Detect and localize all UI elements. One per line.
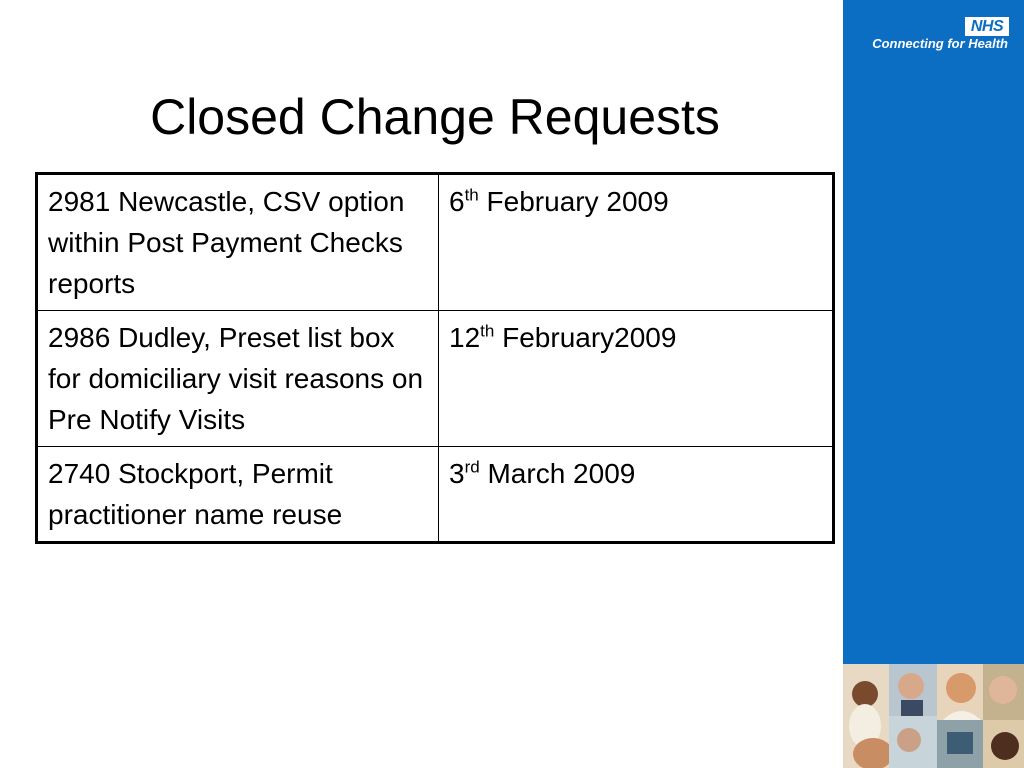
date-suffix: th <box>464 185 479 205</box>
date-suffix: th <box>480 321 495 341</box>
slide-title: Closed Change Requests <box>150 89 720 145</box>
date-rest: February2009 <box>494 322 677 353</box>
change-requests-table <box>35 172 835 544</box>
table-row <box>37 174 834 311</box>
brand-tagline: Connecting for Health <box>872 36 1008 51</box>
date-day: 3 <box>449 458 465 489</box>
request-cell: 2740 Stockport, Permit practitioner name reuse <box>37 447 439 543</box>
date-cell <box>439 447 834 543</box>
date-suffix: rd <box>464 457 480 477</box>
table-row <box>37 311 834 447</box>
nhs-logo: NHS <box>965 17 1009 36</box>
request-cell: 2981 Newcastle, CSV option within Post Payment Checks reports <box>37 174 439 311</box>
date-cell <box>439 311 834 447</box>
table-row <box>37 447 834 543</box>
date-rest: February 2009 <box>478 186 669 217</box>
staff-photo-strip <box>843 664 1024 768</box>
date-rest: March 2009 <box>479 458 636 489</box>
request-cell: 2986 Dudley, Preset list box for domiciliary visit reasons on Pre Notify Visits <box>37 311 439 447</box>
date-cell <box>439 174 834 311</box>
date-day: 6 <box>449 186 465 217</box>
brand-sidebar <box>843 0 1024 768</box>
date-day: 12 <box>449 322 481 353</box>
photo-collage <box>843 664 1024 768</box>
